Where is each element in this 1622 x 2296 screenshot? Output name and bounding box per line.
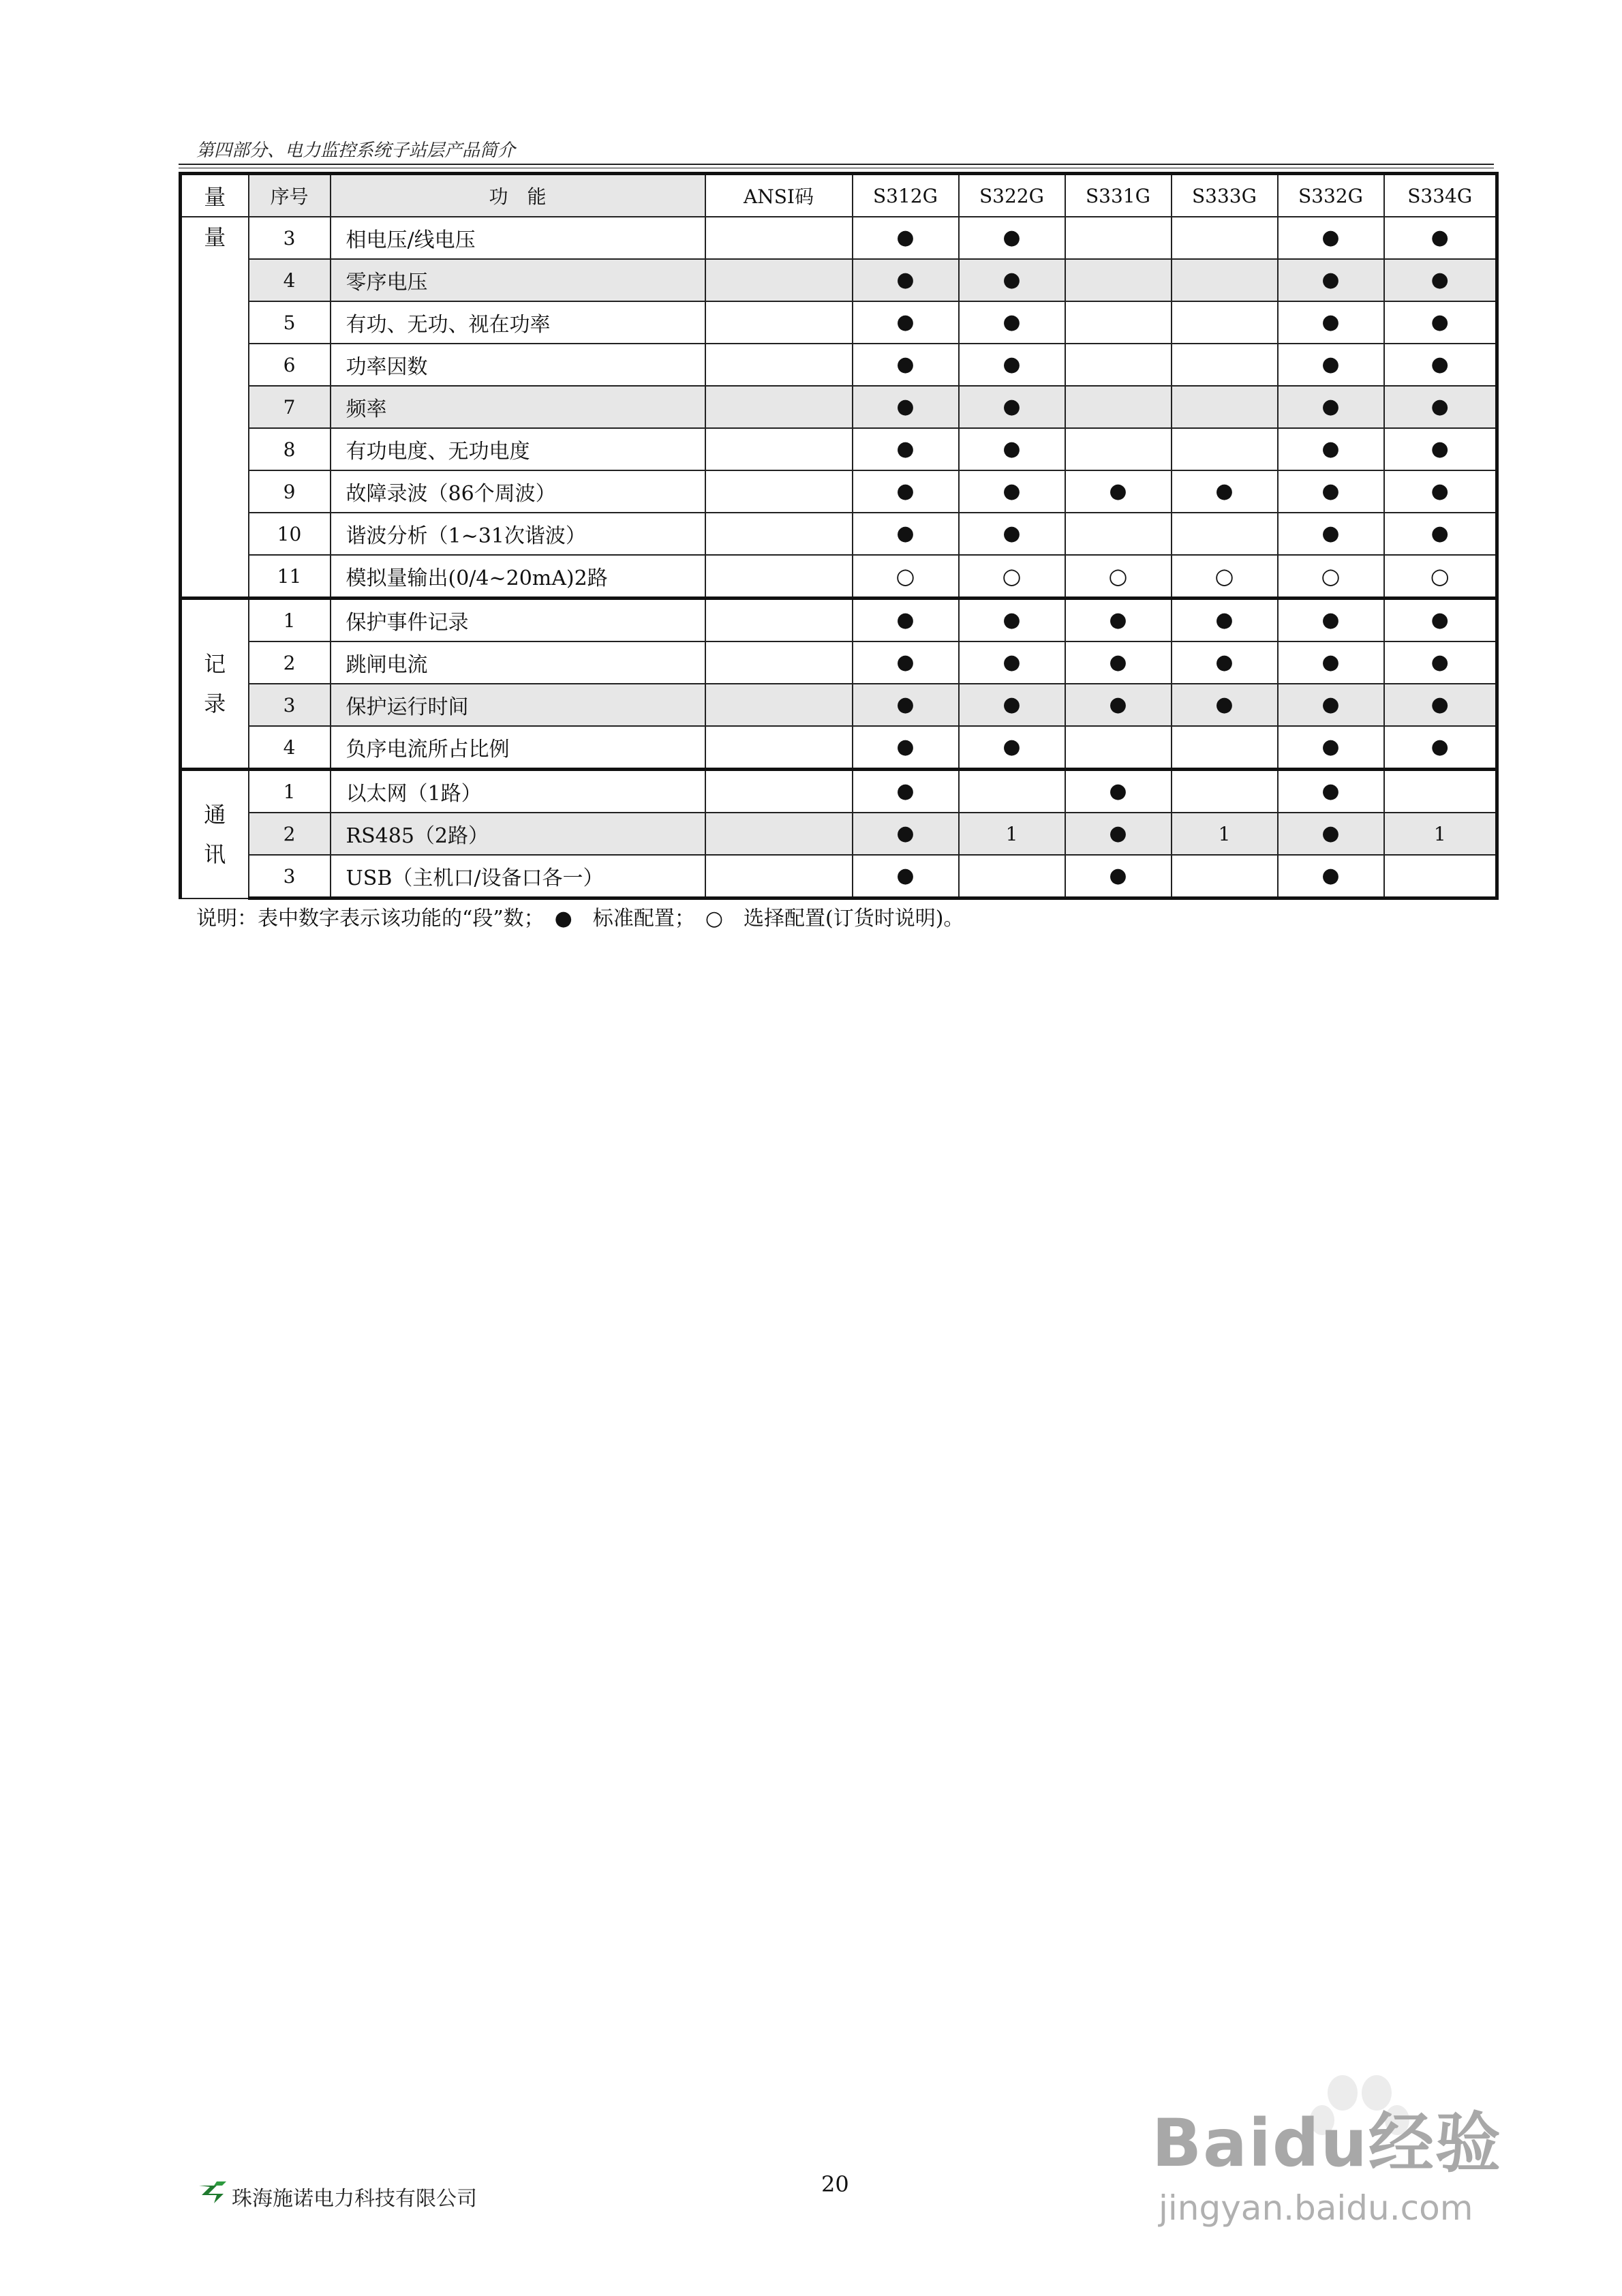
footer-company: 珠海施诺电力科技有限公司 xyxy=(232,2187,477,2211)
row-model-cell: ● xyxy=(853,770,959,813)
row-model-cell: ● xyxy=(853,386,959,428)
table-row xyxy=(181,641,1497,684)
row-model-cell: ● xyxy=(1278,599,1384,642)
row-model-cell: ● xyxy=(1384,641,1497,684)
table-row xyxy=(181,301,1497,344)
row-model-cell: ● xyxy=(853,513,959,555)
row-model-cell: ● xyxy=(1065,684,1172,726)
table-row xyxy=(181,428,1497,470)
row-model-cell xyxy=(1172,386,1278,428)
row-model-cell: ○ xyxy=(853,555,959,599)
table-row xyxy=(181,470,1497,513)
row-model-cell: ● xyxy=(853,259,959,301)
row-model-cell: ● xyxy=(1384,513,1497,555)
row-function: 跳闸电流 xyxy=(331,641,705,684)
row-model-cell: ● xyxy=(1278,217,1384,259)
row-model-cell xyxy=(959,855,1065,898)
row-model-cell: ● xyxy=(1172,641,1278,684)
row-function: 功率因数 xyxy=(331,344,705,386)
row-seq: 3 xyxy=(249,217,331,259)
header-ansi: ANSI码 xyxy=(705,174,853,217)
row-model-cell: ● xyxy=(959,513,1065,555)
row-model-cell: ● xyxy=(853,855,959,898)
row-ansi xyxy=(705,641,853,684)
row-model-cell: ○ xyxy=(1065,555,1172,599)
header-seq: 序号 xyxy=(249,174,331,217)
row-model-cell: ● xyxy=(853,301,959,344)
row-model-cell xyxy=(1172,344,1278,386)
table-row xyxy=(181,599,1497,642)
row-model-cell: ● xyxy=(1384,259,1497,301)
row-model-cell xyxy=(1172,855,1278,898)
row-seq: 9 xyxy=(249,470,331,513)
row-function: 以太网（1路） xyxy=(331,770,705,813)
header-model: S332G xyxy=(1278,174,1384,217)
row-model-cell: ● xyxy=(1065,641,1172,684)
row-model-cell: ● xyxy=(1065,813,1172,855)
row-seq: 2 xyxy=(249,813,331,855)
row-model-cell: ● xyxy=(853,599,959,642)
row-ansi xyxy=(705,344,853,386)
row-model-cell: ○ xyxy=(1172,555,1278,599)
row-model-cell: ● xyxy=(959,301,1065,344)
row-function: 模拟量输出(0/4~20mA)2路 xyxy=(331,555,705,599)
row-model-cell: ● xyxy=(1384,684,1497,726)
row-seq: 4 xyxy=(249,259,331,301)
row-model-cell: ○ xyxy=(1278,555,1384,599)
row-model-cell: ● xyxy=(1278,855,1384,898)
row-model-cell xyxy=(1172,259,1278,301)
row-model-cell: ● xyxy=(1278,641,1384,684)
row-seq: 7 xyxy=(249,386,331,428)
row-seq: 6 xyxy=(249,344,331,386)
row-ansi xyxy=(705,855,853,898)
row-model-cell: 1 xyxy=(959,813,1065,855)
row-model-cell: ● xyxy=(853,726,959,770)
row-function: RS485（2路） xyxy=(331,813,705,855)
row-function: 有功、无功、视在功率 xyxy=(331,301,705,344)
row-model-cell: ● xyxy=(1278,770,1384,813)
row-model-cell: ● xyxy=(853,813,959,855)
row-function: 故障录波（86个周波） xyxy=(331,470,705,513)
row-model-cell: ● xyxy=(959,344,1065,386)
row-model-cell: ● xyxy=(1172,684,1278,726)
row-model-cell: ● xyxy=(959,428,1065,470)
row-model-cell: ● xyxy=(853,428,959,470)
header-model: S333G xyxy=(1172,174,1278,217)
table-row xyxy=(181,555,1497,599)
row-model-cell xyxy=(1172,726,1278,770)
company-logo-icon xyxy=(196,2179,229,2205)
table-row xyxy=(181,344,1497,386)
row-model-cell: ● xyxy=(1384,217,1497,259)
row-model-cell xyxy=(1172,770,1278,813)
row-model-cell: ● xyxy=(959,386,1065,428)
page-number: 20 xyxy=(821,2171,849,2197)
row-ansi xyxy=(705,813,853,855)
row-model-cell xyxy=(1172,513,1278,555)
row-model-cell xyxy=(1065,259,1172,301)
row-model-cell: ● xyxy=(1065,770,1172,813)
header-model: S322G xyxy=(959,174,1065,217)
row-model-cell: ● xyxy=(1172,470,1278,513)
row-model-cell xyxy=(1065,217,1172,259)
row-model-cell: ● xyxy=(1384,301,1497,344)
row-model-cell: ● xyxy=(853,344,959,386)
row-ansi xyxy=(705,470,853,513)
row-model-cell xyxy=(1065,726,1172,770)
section-group-label: 记 录 xyxy=(181,599,249,770)
header-model: S334G xyxy=(1384,174,1497,217)
row-model-cell: ● xyxy=(1278,259,1384,301)
row-model-cell: ● xyxy=(1065,599,1172,642)
table-row xyxy=(181,813,1497,855)
row-function: 负序电流所占比例 xyxy=(331,726,705,770)
row-model-cell xyxy=(1172,217,1278,259)
row-function: 相电压/线电压 xyxy=(331,217,705,259)
row-model-cell: ○ xyxy=(1384,555,1497,599)
row-model-cell: ● xyxy=(853,470,959,513)
row-seq: 4 xyxy=(249,726,331,770)
row-model-cell xyxy=(1172,428,1278,470)
row-seq: 5 xyxy=(249,301,331,344)
row-ansi xyxy=(705,555,853,599)
function-spec-table xyxy=(179,172,1499,900)
row-model-cell: ● xyxy=(959,641,1065,684)
row-function: 频率 xyxy=(331,386,705,428)
row-model-cell: ● xyxy=(959,599,1065,642)
table-row xyxy=(181,684,1497,726)
header-rule xyxy=(179,164,1494,165)
row-model-cell: ● xyxy=(1278,470,1384,513)
row-model-cell: 1 xyxy=(1172,813,1278,855)
row-model-cell: ● xyxy=(959,684,1065,726)
row-model-cell: 1 xyxy=(1384,813,1497,855)
row-function: 有功电度、无功电度 xyxy=(331,428,705,470)
watermark-url: jingyan.baidu.com xyxy=(1159,2188,1473,2228)
row-seq: 8 xyxy=(249,428,331,470)
row-model-cell: ● xyxy=(1384,726,1497,770)
row-ansi xyxy=(705,513,853,555)
row-seq: 2 xyxy=(249,641,331,684)
row-model-cell: ● xyxy=(1278,428,1384,470)
row-ansi xyxy=(705,428,853,470)
row-seq: 1 xyxy=(249,770,331,813)
table-body xyxy=(181,217,1497,898)
section-group-label: 通 讯 xyxy=(181,770,249,898)
row-model-cell: ● xyxy=(1172,599,1278,642)
row-function: USB（主机口/设备口各一） xyxy=(331,855,705,898)
row-seq: 3 xyxy=(249,684,331,726)
row-model-cell: ● xyxy=(959,259,1065,301)
row-function: 零序电压 xyxy=(331,259,705,301)
row-model-cell xyxy=(1065,301,1172,344)
row-model-cell xyxy=(1065,513,1172,555)
header-model: S331G xyxy=(1065,174,1172,217)
row-model-cell: ● xyxy=(1278,344,1384,386)
table-row xyxy=(181,855,1497,898)
row-model-cell xyxy=(1065,386,1172,428)
row-seq: 11 xyxy=(249,555,331,599)
table-row xyxy=(181,217,1497,259)
row-model-cell: ● xyxy=(1278,726,1384,770)
row-model-cell: ● xyxy=(959,217,1065,259)
row-ansi xyxy=(705,599,853,642)
row-function: 保护运行时间 xyxy=(331,684,705,726)
row-model-cell xyxy=(1384,770,1497,813)
row-model-cell: ● xyxy=(1278,301,1384,344)
row-model-cell: ● xyxy=(1384,428,1497,470)
table-row xyxy=(181,259,1497,301)
table-row xyxy=(181,770,1497,813)
header-func: 功 能 xyxy=(331,174,705,217)
row-model-cell: ● xyxy=(853,684,959,726)
row-ansi xyxy=(705,386,853,428)
row-function: 谐波分析（1~31次谐波） xyxy=(331,513,705,555)
row-model-cell: ● xyxy=(1384,386,1497,428)
table-row xyxy=(181,513,1497,555)
section-group-label: 量 xyxy=(181,217,249,599)
row-model-cell: ● xyxy=(959,470,1065,513)
row-model-cell: ● xyxy=(1278,513,1384,555)
page-header-title: 第四部分、电力监控系统子站层产品简介 xyxy=(196,140,516,161)
row-model-cell: ● xyxy=(853,217,959,259)
header-model: S312G xyxy=(853,174,959,217)
row-seq: 10 xyxy=(249,513,331,555)
row-model-cell xyxy=(959,770,1065,813)
row-model-cell: ● xyxy=(853,641,959,684)
row-model-cell: ● xyxy=(1278,684,1384,726)
row-model-cell: ● xyxy=(1065,470,1172,513)
table-header-row xyxy=(181,174,1497,217)
row-model-cell xyxy=(1384,855,1497,898)
row-ansi xyxy=(705,259,853,301)
row-ansi xyxy=(705,684,853,726)
table-note: 说明：表中数字表示该功能的“段”数； ● 标准配置； ○ 选择配置(订货时说明)。 xyxy=(196,907,964,931)
row-model-cell: ● xyxy=(1278,813,1384,855)
row-model-cell: ● xyxy=(1384,599,1497,642)
row-seq: 1 xyxy=(249,599,331,642)
row-ansi xyxy=(705,726,853,770)
row-model-cell: ● xyxy=(1384,470,1497,513)
row-ansi xyxy=(705,301,853,344)
row-model-cell: ● xyxy=(1065,855,1172,898)
row-model-cell xyxy=(1065,428,1172,470)
row-model-cell xyxy=(1065,344,1172,386)
row-model-cell: ● xyxy=(1384,344,1497,386)
table-row xyxy=(181,386,1497,428)
row-model-cell: ● xyxy=(959,726,1065,770)
row-model-cell: ● xyxy=(1278,386,1384,428)
row-model-cell: ○ xyxy=(959,555,1065,599)
table-row xyxy=(181,726,1497,770)
row-model-cell xyxy=(1172,301,1278,344)
header-group: 量 xyxy=(181,174,249,217)
row-function: 保护事件记录 xyxy=(331,599,705,642)
watermark-brand: Baidu经验 xyxy=(1152,2105,1502,2181)
row-ansi xyxy=(705,217,853,259)
row-ansi xyxy=(705,770,853,813)
row-seq: 3 xyxy=(249,855,331,898)
